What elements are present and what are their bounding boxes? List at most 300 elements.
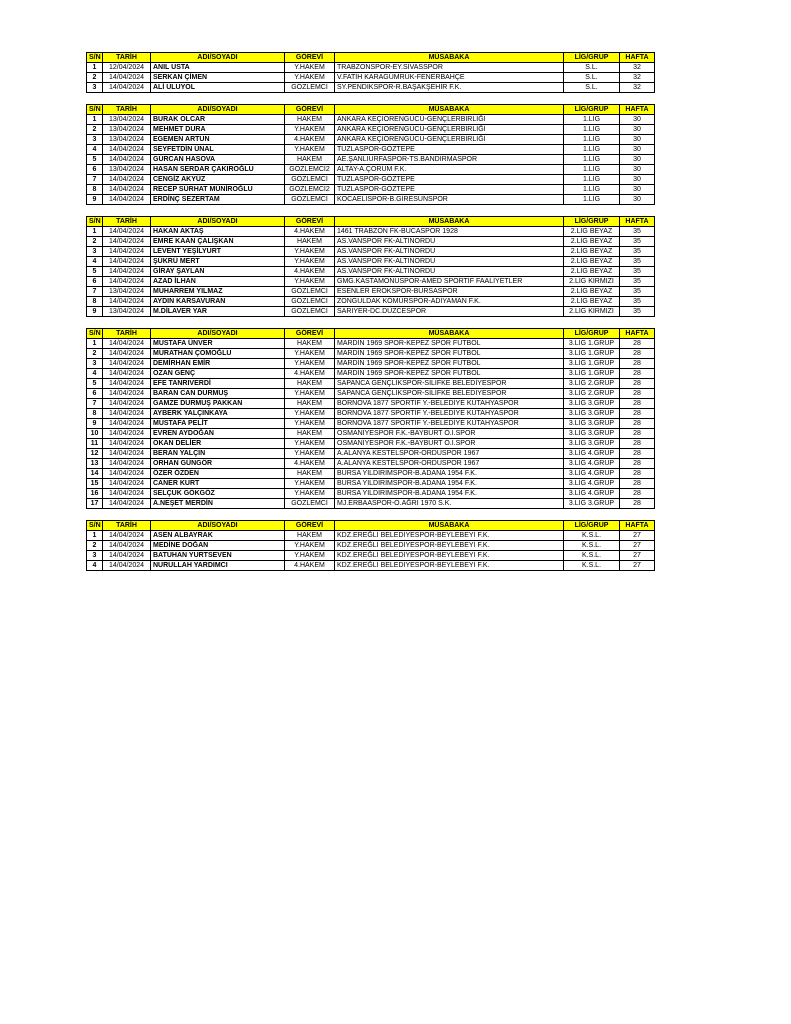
cell-sn: 1 — [87, 339, 103, 349]
cell-sn: 6 — [87, 277, 103, 287]
cell-match: TUZLASPOR-GÖZTEPE — [335, 145, 564, 155]
table-row — [87, 359, 655, 369]
cell-week: 35 — [620, 287, 655, 297]
table-row — [87, 267, 655, 277]
table-header-row — [87, 329, 655, 339]
cell-role: GÖZLEMCİ — [285, 83, 335, 93]
column-header-role: GÖREVİ — [285, 105, 335, 115]
cell-match: MARDİN 1969 SPOR-KEPEZ SPOR FUTBOL — [335, 359, 564, 369]
column-header-week: HAFTA — [620, 329, 655, 339]
cell-sn: 6 — [87, 165, 103, 175]
cell-sn: 16 — [87, 489, 103, 499]
cell-week: 28 — [620, 389, 655, 399]
cell-week: 28 — [620, 359, 655, 369]
cell-match: ANKARA KEÇİÖRENGÜCÜ-GENÇLERBİRLİĞİ — [335, 135, 564, 145]
table-header-row — [87, 53, 655, 63]
cell-role: HAKEM — [285, 531, 335, 541]
column-header-date: TARİH — [103, 105, 151, 115]
cell-sn: 2 — [87, 541, 103, 551]
cell-date: 14/04/2024 — [103, 419, 151, 429]
cell-match: ZONGULDAK KÖMÜRSPOR-ADIYAMAN F.K. — [335, 297, 564, 307]
cell-role: Y.HAKEM — [285, 489, 335, 499]
cell-role: 4.HAKEM — [285, 369, 335, 379]
cell-league: 2.LİG BEYAZ — [564, 247, 620, 257]
cell-name: AZAD İLHAN — [151, 277, 285, 287]
cell-sn: 3 — [87, 551, 103, 561]
cell-sn: 17 — [87, 499, 103, 509]
cell-match: AE.ŞANLIURFASPOR-TS.BANDIRMASPOR — [335, 155, 564, 165]
table-row — [87, 489, 655, 499]
cell-match: AS.VANSPOR FK-ALTINORDU — [335, 257, 564, 267]
cell-match: OSMANİYESPOR F.K.-BAYBURT Ö.İ.SPOR — [335, 429, 564, 439]
cell-match: KDZ.EREĞLİ BELEDİYESPOR-BEYLEBEYİ F.K. — [335, 531, 564, 541]
cell-week: 28 — [620, 469, 655, 479]
assignment-table — [86, 104, 655, 205]
column-header-sn: S/N — [87, 53, 103, 63]
cell-sn: 6 — [87, 389, 103, 399]
cell-date: 13/04/2024 — [103, 125, 151, 135]
cell-name: ASEN ALBAYRAK — [151, 531, 285, 541]
cell-league: 3.LİG 4.GRUP — [564, 479, 620, 489]
cell-match: A.ALANYA KESTELSPOR-ORDUSPOR 1967 — [335, 459, 564, 469]
cell-name: SEYFETDİN ÜNAL — [151, 145, 285, 155]
cell-league: 2.LİG BEYAZ — [564, 267, 620, 277]
cell-week: 30 — [620, 115, 655, 125]
cell-name: A.NEŞET MERDİN — [151, 499, 285, 509]
column-header-match: MÜSABAKA — [335, 329, 564, 339]
assignment-table — [86, 328, 655, 509]
cell-role: GÖZLEMCİ2 — [285, 165, 335, 175]
column-header-match: MÜSABAKA — [335, 105, 564, 115]
cell-role: Y.HAKEM — [285, 551, 335, 561]
cell-week: 30 — [620, 135, 655, 145]
table-row — [87, 409, 655, 419]
cell-name: OKAN DELİER — [151, 439, 285, 449]
cell-role: GÖZLEMCİ — [285, 287, 335, 297]
table-row — [87, 277, 655, 287]
cell-week: 32 — [620, 83, 655, 93]
cell-week: 28 — [620, 369, 655, 379]
cell-name: HAKAN AKTAŞ — [151, 227, 285, 237]
cell-role: GÖZLEMCİ — [285, 297, 335, 307]
cell-name: EVREN AYDOĞAN — [151, 429, 285, 439]
cell-match: BORNOVA 1877 SPORTİF Y.-BELEDİYE KÜTAHYASPOR — [335, 419, 564, 429]
cell-sn: 14 — [87, 469, 103, 479]
cell-week: 28 — [620, 349, 655, 359]
table-row — [87, 419, 655, 429]
cell-match: MARDİN 1969 SPOR-KEPEZ SPOR FUTBOL — [335, 369, 564, 379]
cell-week: 28 — [620, 339, 655, 349]
column-header-role: GÖREVİ — [285, 217, 335, 227]
column-header-league: LİG/GRUP — [564, 105, 620, 115]
cell-match: V.FATİH KARAGÜMRÜK-FENERBAHÇE — [335, 73, 564, 83]
table-row — [87, 369, 655, 379]
cell-week: 35 — [620, 237, 655, 247]
column-header-name: ADI/SOYADI — [151, 217, 285, 227]
table-row — [87, 479, 655, 489]
cell-league: 3.LİG 4.GRUP — [564, 489, 620, 499]
cell-league: 2.LİG BEYAZ — [564, 297, 620, 307]
cell-week: 28 — [620, 489, 655, 499]
table-row — [87, 115, 655, 125]
cell-match: SAPANCA GENÇLİKSPOR-SİLİFKE BELEDİYESPOR — [335, 389, 564, 399]
cell-date: 13/04/2024 — [103, 307, 151, 317]
cell-league: 1.LİG — [564, 145, 620, 155]
cell-sn: 5 — [87, 379, 103, 389]
cell-sn: 4 — [87, 369, 103, 379]
table-row — [87, 307, 655, 317]
cell-name: EMRE KAAN ÇALIŞKAN — [151, 237, 285, 247]
cell-sn: 3 — [87, 135, 103, 145]
cell-sn: 2 — [87, 125, 103, 135]
cell-name: ERDİNÇ SEZERTAM — [151, 195, 285, 205]
table-row — [87, 449, 655, 459]
column-header-league: LİG/GRUP — [564, 53, 620, 63]
cell-sn: 7 — [87, 287, 103, 297]
table-header-row — [87, 105, 655, 115]
cell-name: GAMZE DURMUŞ PAKKAN — [151, 399, 285, 409]
cell-sn: 9 — [87, 307, 103, 317]
cell-date: 14/04/2024 — [103, 185, 151, 195]
cell-match: ESENLER EROKSPOR-BURSASPOR — [335, 287, 564, 297]
column-header-role: GÖREVİ — [285, 53, 335, 63]
cell-league: 1.LİG — [564, 165, 620, 175]
cell-league: 3.LİG 3.GRUP — [564, 439, 620, 449]
cell-match: TUZLASPOR-GÖZTEPE — [335, 175, 564, 185]
cell-league: K.S.L. — [564, 541, 620, 551]
cell-date: 14/04/2024 — [103, 267, 151, 277]
table-row — [87, 165, 655, 175]
cell-sn: 1 — [87, 63, 103, 73]
cell-date: 14/04/2024 — [103, 551, 151, 561]
cell-week: 28 — [620, 409, 655, 419]
cell-role: 4.HAKEM — [285, 459, 335, 469]
cell-date: 14/04/2024 — [103, 195, 151, 205]
cell-date: 13/04/2024 — [103, 287, 151, 297]
cell-league: 3.LİG 3.GRUP — [564, 409, 620, 419]
cell-name: DEMİRHAN EMİR — [151, 359, 285, 369]
cell-match: TRABZONSPOR-EY.SİVASSPOR — [335, 63, 564, 73]
cell-league: 2.LİG BEYAZ — [564, 257, 620, 267]
column-header-role: GÖREVİ — [285, 329, 335, 339]
table-row — [87, 287, 655, 297]
cell-match: ALTAY-A.ÇORUM F.K. — [335, 165, 564, 175]
cell-match: KDZ.EREĞLİ BELEDİYESPOR-BEYLEBEYİ F.K. — [335, 551, 564, 561]
cell-role: 4.HAKEM — [285, 135, 335, 145]
table-row — [87, 379, 655, 389]
table-row — [87, 73, 655, 83]
cell-name: MUSTAFA PELİT — [151, 419, 285, 429]
cell-league: K.S.L. — [564, 531, 620, 541]
column-header-match: MÜSABAKA — [335, 53, 564, 63]
cell-role: HAKEM — [285, 399, 335, 409]
cell-match: AS.VANSPOR FK-ALTINORDU — [335, 267, 564, 277]
cell-league: 2.LİG BEYAZ — [564, 227, 620, 237]
cell-league: 3.LİG 2.GRUP — [564, 379, 620, 389]
table-row — [87, 499, 655, 509]
cell-sn: 8 — [87, 185, 103, 195]
cell-name: BARAN CAN DURMUŞ — [151, 389, 285, 399]
cell-role: Y.HAKEM — [285, 419, 335, 429]
cell-name: BATUHAN YURTSEVEN — [151, 551, 285, 561]
table-row — [87, 63, 655, 73]
cell-match: KOCAELİSPOR-B.GİRESUNSPOR — [335, 195, 564, 205]
assignment-table — [86, 520, 655, 571]
cell-league: 3.LİG 4.GRUP — [564, 449, 620, 459]
cell-week: 28 — [620, 439, 655, 449]
cell-role: GÖZLEMCİ — [285, 499, 335, 509]
cell-role: Y.HAKEM — [285, 479, 335, 489]
table-row — [87, 155, 655, 165]
cell-name: CANER KURT — [151, 479, 285, 489]
cell-date: 13/04/2024 — [103, 115, 151, 125]
cell-league: S.L. — [564, 73, 620, 83]
cell-date: 14/04/2024 — [103, 349, 151, 359]
column-header-sn: S/N — [87, 521, 103, 531]
table-row — [87, 439, 655, 449]
cell-name: MURATHAN ÇOMOĞLU — [151, 349, 285, 359]
cell-role: GÖZLEMCİ — [285, 175, 335, 185]
column-header-name: ADI/SOYADI — [151, 521, 285, 531]
cell-league: 3.LİG 1.GRUP — [564, 369, 620, 379]
document-page — [86, 52, 654, 582]
cell-date: 14/04/2024 — [103, 459, 151, 469]
cell-league: 3.LİG 2.GRUP — [564, 389, 620, 399]
cell-sn: 2 — [87, 349, 103, 359]
cell-role: 4.HAKEM — [285, 561, 335, 571]
cell-role: GÖZLEMCİ — [285, 307, 335, 317]
table-row — [87, 349, 655, 359]
cell-date: 14/04/2024 — [103, 429, 151, 439]
table-row — [87, 541, 655, 551]
cell-week: 35 — [620, 227, 655, 237]
column-header-match: MÜSABAKA — [335, 217, 564, 227]
cell-role: HAKEM — [285, 237, 335, 247]
cell-sn: 7 — [87, 399, 103, 409]
cell-sn: 2 — [87, 237, 103, 247]
cell-sn: 1 — [87, 115, 103, 125]
cell-match: MJ.ERBAASPOR-O.AĞRI 1970 S.K. — [335, 499, 564, 509]
cell-sn: 10 — [87, 429, 103, 439]
cell-sn: 4 — [87, 257, 103, 267]
cell-role: HAKEM — [285, 339, 335, 349]
column-header-sn: S/N — [87, 329, 103, 339]
table-row — [87, 195, 655, 205]
cell-match: A.ALANYA KESTELSPOR-ORDUSPOR 1967 — [335, 449, 564, 459]
cell-name: BERAN YALÇIN — [151, 449, 285, 459]
cell-role: Y.HAKEM — [285, 439, 335, 449]
cell-date: 14/04/2024 — [103, 83, 151, 93]
cell-date: 14/04/2024 — [103, 389, 151, 399]
cell-role: GÖZLEMCİ — [285, 195, 335, 205]
cell-date: 14/04/2024 — [103, 339, 151, 349]
cell-sn: 13 — [87, 459, 103, 469]
cell-name: EFE TANRIVERDİ — [151, 379, 285, 389]
cell-date: 14/04/2024 — [103, 409, 151, 419]
cell-week: 30 — [620, 155, 655, 165]
cell-match: BORNOVA 1877 SPORTİF Y.-BELEDİYE KÜTAHYASPOR — [335, 399, 564, 409]
table-row — [87, 247, 655, 257]
cell-league: 3.LİG 3.GRUP — [564, 429, 620, 439]
cell-week: 30 — [620, 145, 655, 155]
cell-name: CENGİZ AKYÜZ — [151, 175, 285, 185]
table-row — [87, 145, 655, 155]
cell-league: 2.LİG KIRMIZI — [564, 277, 620, 287]
cell-sn: 11 — [87, 439, 103, 449]
cell-week: 35 — [620, 257, 655, 267]
cell-name: HASAN SERDAR ÇAKIROĞLU — [151, 165, 285, 175]
cell-role: 4.HAKEM — [285, 227, 335, 237]
cell-date: 12/04/2024 — [103, 63, 151, 73]
table-row — [87, 561, 655, 571]
cell-week: 28 — [620, 449, 655, 459]
cell-role: Y.HAKEM — [285, 145, 335, 155]
cell-role: Y.HAKEM — [285, 125, 335, 135]
table-row — [87, 531, 655, 541]
cell-name: AYDIN KARSAVURAN — [151, 297, 285, 307]
column-header-name: ADI/SOYADI — [151, 105, 285, 115]
cell-week: 35 — [620, 267, 655, 277]
cell-week: 32 — [620, 73, 655, 83]
cell-match: SY.PENDİKSPOR-R.BAŞAKŞEHİR F.K. — [335, 83, 564, 93]
cell-week: 28 — [620, 379, 655, 389]
cell-date: 14/04/2024 — [103, 73, 151, 83]
cell-sn: 12 — [87, 449, 103, 459]
cell-sn: 8 — [87, 409, 103, 419]
cell-week: 30 — [620, 165, 655, 175]
cell-date: 14/04/2024 — [103, 449, 151, 459]
table-row — [87, 389, 655, 399]
cell-match: 1461 TRABZON FK-BUCASPOR 1928 — [335, 227, 564, 237]
cell-date: 14/04/2024 — [103, 227, 151, 237]
cell-date: 14/04/2024 — [103, 379, 151, 389]
cell-sn: 4 — [87, 561, 103, 571]
table-header-row — [87, 521, 655, 531]
cell-name: ÖZER ÖZDEN — [151, 469, 285, 479]
table-row — [87, 429, 655, 439]
cell-name: OZAN GENÇ — [151, 369, 285, 379]
cell-week: 32 — [620, 63, 655, 73]
cell-role: Y.HAKEM — [285, 449, 335, 459]
cell-league: 1.LİG — [564, 195, 620, 205]
column-header-role: GÖREVİ — [285, 521, 335, 531]
cell-date: 14/04/2024 — [103, 479, 151, 489]
cell-role: Y.HAKEM — [285, 359, 335, 369]
cell-match: GMG.KASTAMONUSPOR-AMED SPORTİF FAALİYETLER — [335, 277, 564, 287]
cell-league: 2.LİG BEYAZ — [564, 287, 620, 297]
cell-match: SARIYER-DC.DÜZCESPOR — [335, 307, 564, 317]
table-row — [87, 237, 655, 247]
cell-date: 14/04/2024 — [103, 541, 151, 551]
cell-name: MUHARREM YILMAZ — [151, 287, 285, 297]
table-row — [87, 257, 655, 267]
column-header-sn: S/N — [87, 217, 103, 227]
cell-sn: 5 — [87, 155, 103, 165]
table-row — [87, 227, 655, 237]
cell-league: K.S.L. — [564, 551, 620, 561]
column-header-name: ADI/SOYADI — [151, 53, 285, 63]
cell-sn: 3 — [87, 247, 103, 257]
cell-name: M.DİLAVER YAR — [151, 307, 285, 317]
cell-name: GİRAY ŞAYLAN — [151, 267, 285, 277]
table-row — [87, 399, 655, 409]
cell-week: 30 — [620, 175, 655, 185]
cell-sn: 15 — [87, 479, 103, 489]
cell-week: 28 — [620, 459, 655, 469]
table-row — [87, 469, 655, 479]
cell-name: MEHMET DURA — [151, 125, 285, 135]
cell-sn: 9 — [87, 419, 103, 429]
cell-sn: 1 — [87, 227, 103, 237]
column-header-date: TARİH — [103, 217, 151, 227]
cell-league: 3.LİG 3.GRUP — [564, 399, 620, 409]
cell-match: BURSA YILDIRIMSPOR-B.ADANA 1954 F.K. — [335, 469, 564, 479]
cell-date: 14/04/2024 — [103, 359, 151, 369]
cell-match: BURSA YILDIRIMSPOR-B.ADANA 1954 F.K. — [335, 489, 564, 499]
cell-league: S.L. — [564, 63, 620, 73]
cell-role: Y.HAKEM — [285, 63, 335, 73]
cell-week: 30 — [620, 195, 655, 205]
column-header-date: TARİH — [103, 521, 151, 531]
cell-match: KDZ.EREĞLİ BELEDİYESPOR-BEYLEBEYİ F.K. — [335, 561, 564, 571]
cell-role: Y.HAKEM — [285, 541, 335, 551]
cell-week: 27 — [620, 541, 655, 551]
cell-date: 14/04/2024 — [103, 175, 151, 185]
cell-role: Y.HAKEM — [285, 409, 335, 419]
cell-role: Y.HAKEM — [285, 389, 335, 399]
cell-sn: 9 — [87, 195, 103, 205]
cell-date: 14/04/2024 — [103, 277, 151, 287]
cell-sn: 7 — [87, 175, 103, 185]
cell-name: LEVENT YEŞİLYURT — [151, 247, 285, 257]
cell-match: AS.VANSPOR FK-ALTINORDU — [335, 247, 564, 257]
cell-week: 28 — [620, 399, 655, 409]
cell-role: GÖZLEMCİ2 — [285, 185, 335, 195]
cell-league: 1.LİG — [564, 115, 620, 125]
column-header-league: LİG/GRUP — [564, 329, 620, 339]
cell-week: 28 — [620, 479, 655, 489]
cell-week: 35 — [620, 307, 655, 317]
cell-league: 3.LİG 4.GRUP — [564, 469, 620, 479]
cell-league: 3.LİG 1.GRUP — [564, 359, 620, 369]
column-header-league: LİG/GRUP — [564, 217, 620, 227]
cell-league: 1.LİG — [564, 175, 620, 185]
cell-league: 3.LİG 4.GRUP — [564, 459, 620, 469]
cell-league: 3.LİG 3.GRUP — [564, 499, 620, 509]
column-header-league: LİG/GRUP — [564, 521, 620, 531]
assignment-tables — [86, 52, 654, 571]
cell-match: KDZ.EREĞLİ BELEDİYESPOR-BEYLEBEYİ F.K. — [335, 541, 564, 551]
cell-sn: 8 — [87, 297, 103, 307]
cell-league: 1.LİG — [564, 155, 620, 165]
table-row — [87, 185, 655, 195]
table-row — [87, 551, 655, 561]
cell-week: 28 — [620, 499, 655, 509]
table-header-row — [87, 217, 655, 227]
cell-date: 14/04/2024 — [103, 469, 151, 479]
cell-sn: 3 — [87, 83, 103, 93]
table-row — [87, 175, 655, 185]
cell-match: ANKARA KEÇİÖRENGÜCÜ-GENÇLERBİRLİĞİ — [335, 125, 564, 135]
cell-league: 2.LİG KIRMIZI — [564, 307, 620, 317]
cell-match: BURSA YILDIRIMSPOR-B.ADANA 1954 F.K. — [335, 479, 564, 489]
cell-name: MUSTAFA ÜNVER — [151, 339, 285, 349]
table-row — [87, 135, 655, 145]
cell-date: 14/04/2024 — [103, 499, 151, 509]
cell-date: 14/04/2024 — [103, 439, 151, 449]
cell-role: Y.HAKEM — [285, 73, 335, 83]
table-row — [87, 83, 655, 93]
